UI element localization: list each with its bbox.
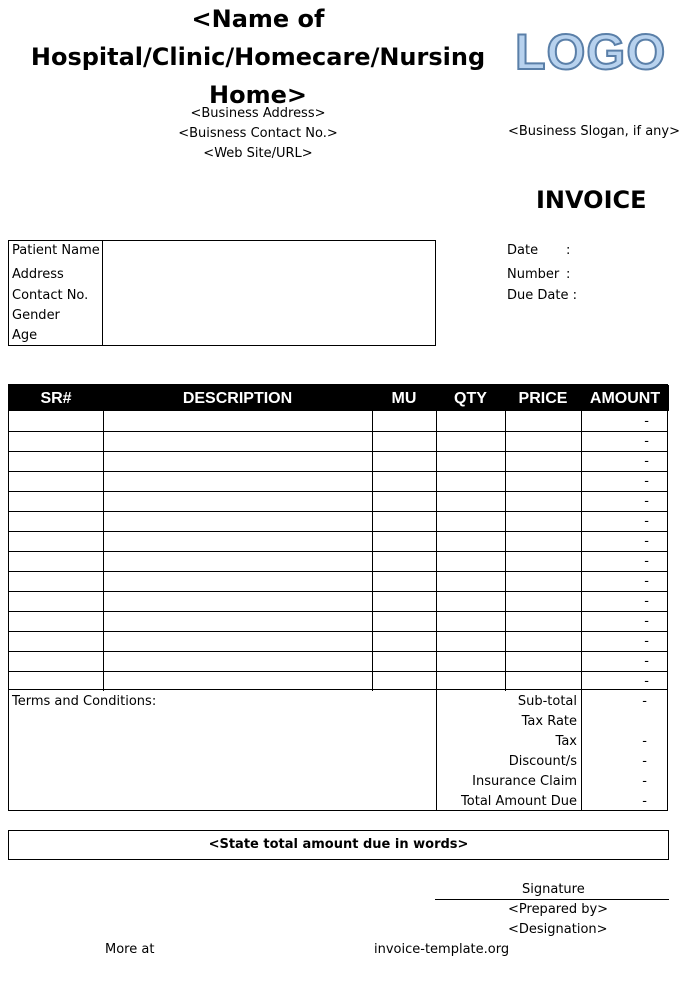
row-divider [9, 631, 667, 632]
table-header-row [9, 385, 669, 411]
amount-cell: - [644, 474, 649, 489]
table-row [9, 571, 669, 591]
terms-label: Terms and Conditions: [12, 694, 157, 709]
patient-contact-label: Contact No. [12, 288, 89, 303]
table-row [9, 431, 669, 451]
patient-name-label: Patient Name [12, 243, 100, 258]
col-header-price: PRICE [518, 390, 568, 407]
designation: <Designation> [508, 922, 608, 937]
patient-address-label: Address [12, 267, 64, 282]
amount-cell: - [644, 414, 649, 429]
discount-label: Discount/s [508, 754, 577, 769]
table-row [9, 511, 669, 531]
row-divider [9, 451, 667, 452]
table-row [9, 411, 669, 431]
row-divider [9, 651, 667, 652]
number-label: Number [507, 267, 560, 282]
amount-in-words: <State total amount due in words> [8, 830, 669, 860]
table-row [9, 471, 669, 491]
amount-cell: - [644, 454, 649, 469]
due-date-label: Due Date : [507, 288, 577, 303]
insurance-claim-value: - [642, 774, 647, 789]
business-name [30, 0, 486, 114]
table-row [9, 591, 669, 611]
business-address: <Business Address> [190, 106, 326, 121]
row-divider [9, 491, 667, 492]
business-name-line-1: <Name of [191, 5, 325, 33]
table-row [9, 611, 669, 631]
discount-value: - [642, 754, 647, 769]
table-row [9, 651, 669, 671]
more-at-label: More at [105, 942, 155, 957]
amount-cell: - [644, 434, 649, 449]
tax-label: Tax [555, 734, 577, 749]
col-header-amount: AMOUNT [589, 390, 661, 407]
business-contact: <Buisness Contact No.> [178, 126, 338, 141]
table-row [9, 491, 669, 511]
amount-cell: - [644, 534, 649, 549]
row-divider [9, 591, 667, 592]
signature-line [435, 899, 669, 900]
number-colon: : [566, 267, 571, 282]
totals-divider [581, 690, 582, 810]
row-divider [9, 671, 667, 672]
table-row [9, 671, 669, 691]
amount-cell: - [644, 594, 649, 609]
logo: LOGO [515, 24, 667, 80]
amount-cell: - [644, 554, 649, 569]
row-divider [9, 551, 667, 552]
col-header-qty: QTY [454, 390, 487, 407]
business-name-line-3: Home> [209, 81, 307, 109]
row-divider [9, 471, 667, 472]
table-row [9, 551, 669, 571]
items-table [8, 384, 668, 690]
patient-gender-label: Gender [12, 308, 60, 323]
terms-divider [436, 690, 437, 810]
col-header-description: DESCRIPTION [182, 390, 293, 407]
amount-cell: - [644, 574, 649, 589]
amount-cell: - [644, 614, 649, 629]
row-divider [9, 531, 667, 532]
table-row [9, 451, 669, 471]
amount-cell: - [644, 514, 649, 529]
date-colon: : [566, 243, 571, 258]
date-label: Date [507, 243, 539, 258]
total-due-value: - [642, 794, 647, 809]
website-link[interactable]: invoice-template.org [374, 942, 510, 957]
table-row [9, 631, 669, 651]
tax-value: - [642, 734, 647, 749]
subtotal-value: - [642, 694, 647, 709]
col-header-mu: MU [391, 390, 417, 407]
patient-info-box [8, 240, 436, 346]
amount-cell: - [644, 654, 649, 669]
amount-cell: - [644, 674, 649, 689]
insurance-claim-label: Insurance Claim [472, 774, 577, 789]
total-due-label: Total Amount Due [461, 794, 577, 809]
prepared-by: <Prepared by> [508, 902, 609, 917]
row-divider [9, 511, 667, 512]
tax-rate-label: Tax Rate [521, 714, 577, 729]
signature-label: Signature [522, 882, 585, 897]
business-website: <Web Site/URL> [203, 146, 313, 161]
row-divider [9, 611, 667, 612]
row-divider [9, 571, 667, 572]
patient-age-label: Age [12, 328, 38, 343]
document-title: INVOICE [536, 186, 647, 214]
row-divider [9, 431, 667, 432]
amount-cell: - [644, 634, 649, 649]
amount-cell: - [644, 494, 649, 509]
business-slogan: <Business Slogan, if any> [508, 124, 680, 139]
business-name-line-2: Hospital/Clinic/Homecare/Nursing [30, 43, 486, 71]
subtotal-label: Sub-total [517, 694, 577, 709]
terms-totals-box [8, 689, 668, 811]
table-row [9, 531, 669, 551]
col-header-sr: SR# [40, 390, 72, 407]
patient-box-divider [102, 241, 103, 345]
